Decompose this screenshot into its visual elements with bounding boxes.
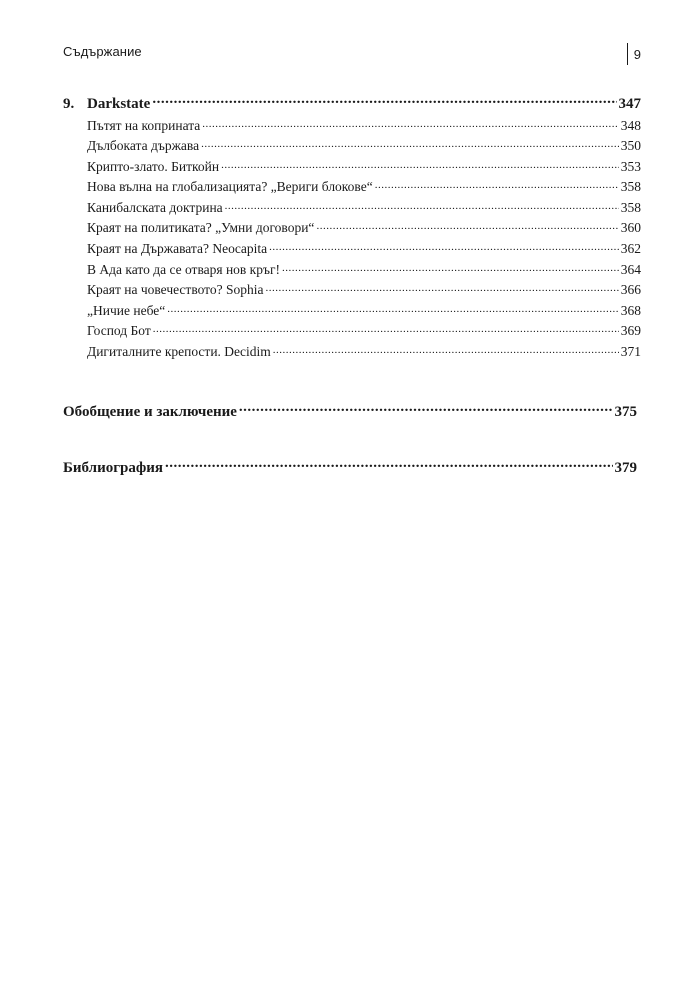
toc-entry-title: Господ Бот <box>87 323 151 339</box>
toc-entry-title: Канибалската доктрина <box>87 199 223 215</box>
toc-entry-page: 358 <box>620 179 641 195</box>
toc-entry-page: 368 <box>620 302 641 318</box>
toc-entry-page: 375 <box>614 404 637 421</box>
toc-entry-title: Краят на Държавата? Neocapita <box>87 241 268 257</box>
toc-subsection-entry[interactable] <box>87 343 641 364</box>
toc-entry-page: 364 <box>620 261 641 277</box>
toc-subsection-entry[interactable] <box>87 178 641 199</box>
toc-entry-title: Обобщение и заключение <box>63 404 237 421</box>
toc-entry-title <box>63 96 150 113</box>
toc-subsection-entry[interactable] <box>87 281 641 302</box>
toc-entry-page: 379 <box>614 460 637 477</box>
toc-entry-page: 369 <box>620 323 641 339</box>
toc-entry-page: 366 <box>620 282 641 298</box>
dot-leader <box>239 401 613 416</box>
toc-entry-page: 353 <box>620 158 641 174</box>
dot-leader <box>225 198 619 212</box>
toc-spacer <box>63 363 641 401</box>
page-number-divider <box>627 43 628 65</box>
toc-entry-title: Краят на политиката? „Умни договори“ <box>87 220 315 236</box>
dot-leader <box>153 322 619 336</box>
toc-entry-title: Нова вълна на глобализацията? „Вериги блокове“ <box>87 179 373 195</box>
dot-leader <box>202 116 618 130</box>
toc-entry-title: В Ада като да се отваря нов кръг! <box>87 261 281 277</box>
toc-entry-page: 362 <box>620 241 641 257</box>
toc-subsection-entry[interactable] <box>87 116 641 137</box>
table-of-contents <box>63 93 641 481</box>
page-header <box>63 40 641 70</box>
toc-entry-title: Крипто-злато. Биткойн <box>87 158 220 174</box>
toc-entry-title: Библиография <box>63 460 164 477</box>
dot-leader <box>316 219 618 233</box>
toc-chapter-entry[interactable] <box>63 93 641 116</box>
dot-leader <box>152 93 616 108</box>
toc-section-entry[interactable] <box>63 457 641 481</box>
dot-leader <box>221 157 619 171</box>
toc-subsection-entry[interactable] <box>87 137 641 158</box>
dot-leader <box>269 240 619 254</box>
toc-entry-page: 348 <box>620 117 641 133</box>
page-number-block <box>627 40 641 68</box>
dot-leader <box>266 281 619 295</box>
running-title: Съдържание <box>63 44 142 59</box>
toc-entry-page: 347 <box>618 96 641 112</box>
toc-entry-page: 371 <box>620 344 641 360</box>
toc-entry-page: 350 <box>620 138 641 154</box>
dot-leader <box>282 260 619 274</box>
dot-leader <box>167 301 619 315</box>
toc-subsection-entry[interactable] <box>87 301 641 322</box>
toc-entry-title: Пътят на коприната <box>87 117 201 133</box>
dot-leader <box>375 178 619 192</box>
toc-entry-title: Дигиталните крепости. Decidim <box>87 344 271 360</box>
dot-leader <box>165 457 612 472</box>
toc-subsection-entry[interactable] <box>87 219 641 240</box>
page-number: 9 <box>633 46 641 62</box>
toc-entry-title: Краят на човечеството? Sophia <box>87 282 264 298</box>
toc-entry-page: 358 <box>620 199 641 215</box>
toc-spacer <box>63 425 641 457</box>
chapter-number: 9. <box>63 96 75 112</box>
toc-subsection-entry[interactable] <box>87 322 641 343</box>
dot-leader <box>273 343 619 357</box>
toc-subsection-entry[interactable] <box>87 260 641 281</box>
toc-subsection-entry[interactable] <box>87 240 641 261</box>
toc-subsection-entry[interactable] <box>87 157 641 178</box>
toc-entry-title: Дълбоката държава <box>87 138 200 154</box>
dot-leader <box>201 137 619 151</box>
toc-subsection-entry[interactable] <box>87 198 641 219</box>
toc-entry-title: „Ничие небе“ <box>87 302 166 318</box>
toc-section-entry[interactable] <box>63 401 641 425</box>
chapter-title: Darkstate <box>87 96 151 112</box>
toc-entry-page: 360 <box>620 220 641 236</box>
